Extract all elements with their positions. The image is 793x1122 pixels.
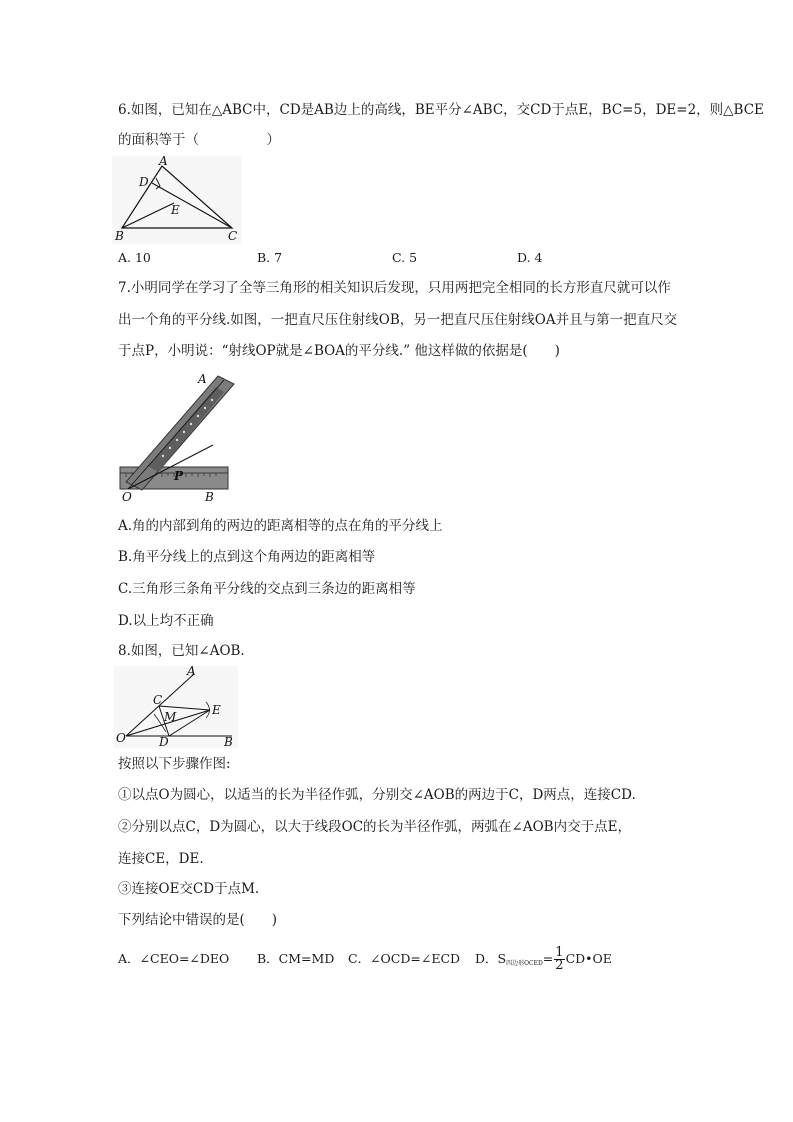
q7-text-line1: 7.小明同学在学习了全等三角形的相关知识后发现，只用两把完全相同的长方形直尺就可以作	[118, 280, 671, 296]
q8-option-d-equals: =	[542, 951, 554, 966]
q8-steps-intro: 按照以下步骤作图:	[118, 756, 231, 772]
label-b: B	[115, 229, 124, 243]
q8-option-d-subscript: 四边形OCED	[506, 960, 543, 967]
label-c: C	[228, 229, 238, 243]
label-d: D	[139, 175, 149, 189]
q8-option-a: A．∠CEO=∠DEO	[118, 951, 230, 966]
q7-text-line2: 出一个角的平分线.如图，一把直尺压住射线OB，另一把直尺压住射线OA并且与第一把直尺交	[118, 312, 678, 328]
label-b: B	[224, 735, 233, 749]
q7-text-line3: 于点P，小明说：“射线OP就是∠BOA的平分线.” 他这样做的依据是( )	[118, 343, 560, 359]
label-a: A	[187, 664, 196, 678]
label-m: M	[164, 710, 177, 724]
q8-step2b: 连接CE，DE.	[118, 851, 204, 867]
label-p: P	[174, 469, 184, 483]
label-e: E	[212, 703, 221, 717]
label-e: E	[171, 203, 180, 217]
label-a: A	[198, 372, 207, 386]
q8-step2a: ②分别以点C，D为圆心，以大于线段OC的长为半径作弧，两弧在∠AOB内交于点E，	[118, 819, 631, 835]
q7-option-c: C.三角形三条角平分线的交点到三条边的距离相等	[118, 581, 416, 597]
q8-step1: ①以点O为圆心，以适当的长为半径作弧，分别交∠AOB的两边于C，D两点，连接CD.	[118, 787, 636, 803]
q7-option-b: B.角平分线上的点到这个角两边的距离相等	[118, 549, 376, 565]
q7-option-d: D.以上均不正确	[118, 613, 214, 629]
label-b: B	[205, 490, 214, 504]
q6-text-line2: 的面积等于（ ）	[118, 132, 280, 148]
q8-option-d-fraction	[554, 947, 564, 972]
q6-text-line1: 6.如图，已知在△ABC中，CD是AB边上的高线，BE平分∠ABC，交CD于点E，BC=5，DE=2，则△BCE	[118, 102, 764, 118]
fraction-numerator: 1	[555, 945, 564, 960]
label-a: A	[159, 154, 168, 168]
q8-option-c: C．∠OCD=∠ECD	[348, 951, 461, 966]
q6-triangle-figure	[112, 156, 242, 244]
label-c: C	[153, 693, 163, 707]
q7-ruler-figure	[118, 370, 236, 504]
q8-text-line1: 8.如图，已知∠AOB.	[118, 643, 245, 659]
q8-angle-figure	[114, 666, 238, 748]
q8-option-b: B．CM=MD	[257, 951, 335, 966]
q6-option-a: A. 10	[118, 250, 151, 265]
q6-option-c: C. 5	[392, 250, 418, 265]
q8-option-d-suffix: CD•OE	[565, 951, 612, 966]
q6-option-d: D. 4	[517, 250, 543, 265]
q6-option-b: B. 7	[257, 250, 283, 265]
q8-step3: ③连接OE交CD于点M.	[118, 881, 260, 897]
q8-question: 下列结论中错误的是( )	[118, 912, 278, 928]
label-o: O	[116, 731, 126, 745]
q8-option-d-prefix: D．S	[475, 951, 507, 966]
q8-option-d	[475, 944, 612, 979]
q7-option-a: A.角的内部到角的两边的距离相等的点在角的平分线上	[118, 518, 443, 534]
fraction-denominator: 2	[555, 958, 564, 973]
label-d: D	[159, 735, 169, 749]
label-o: O	[122, 490, 132, 504]
